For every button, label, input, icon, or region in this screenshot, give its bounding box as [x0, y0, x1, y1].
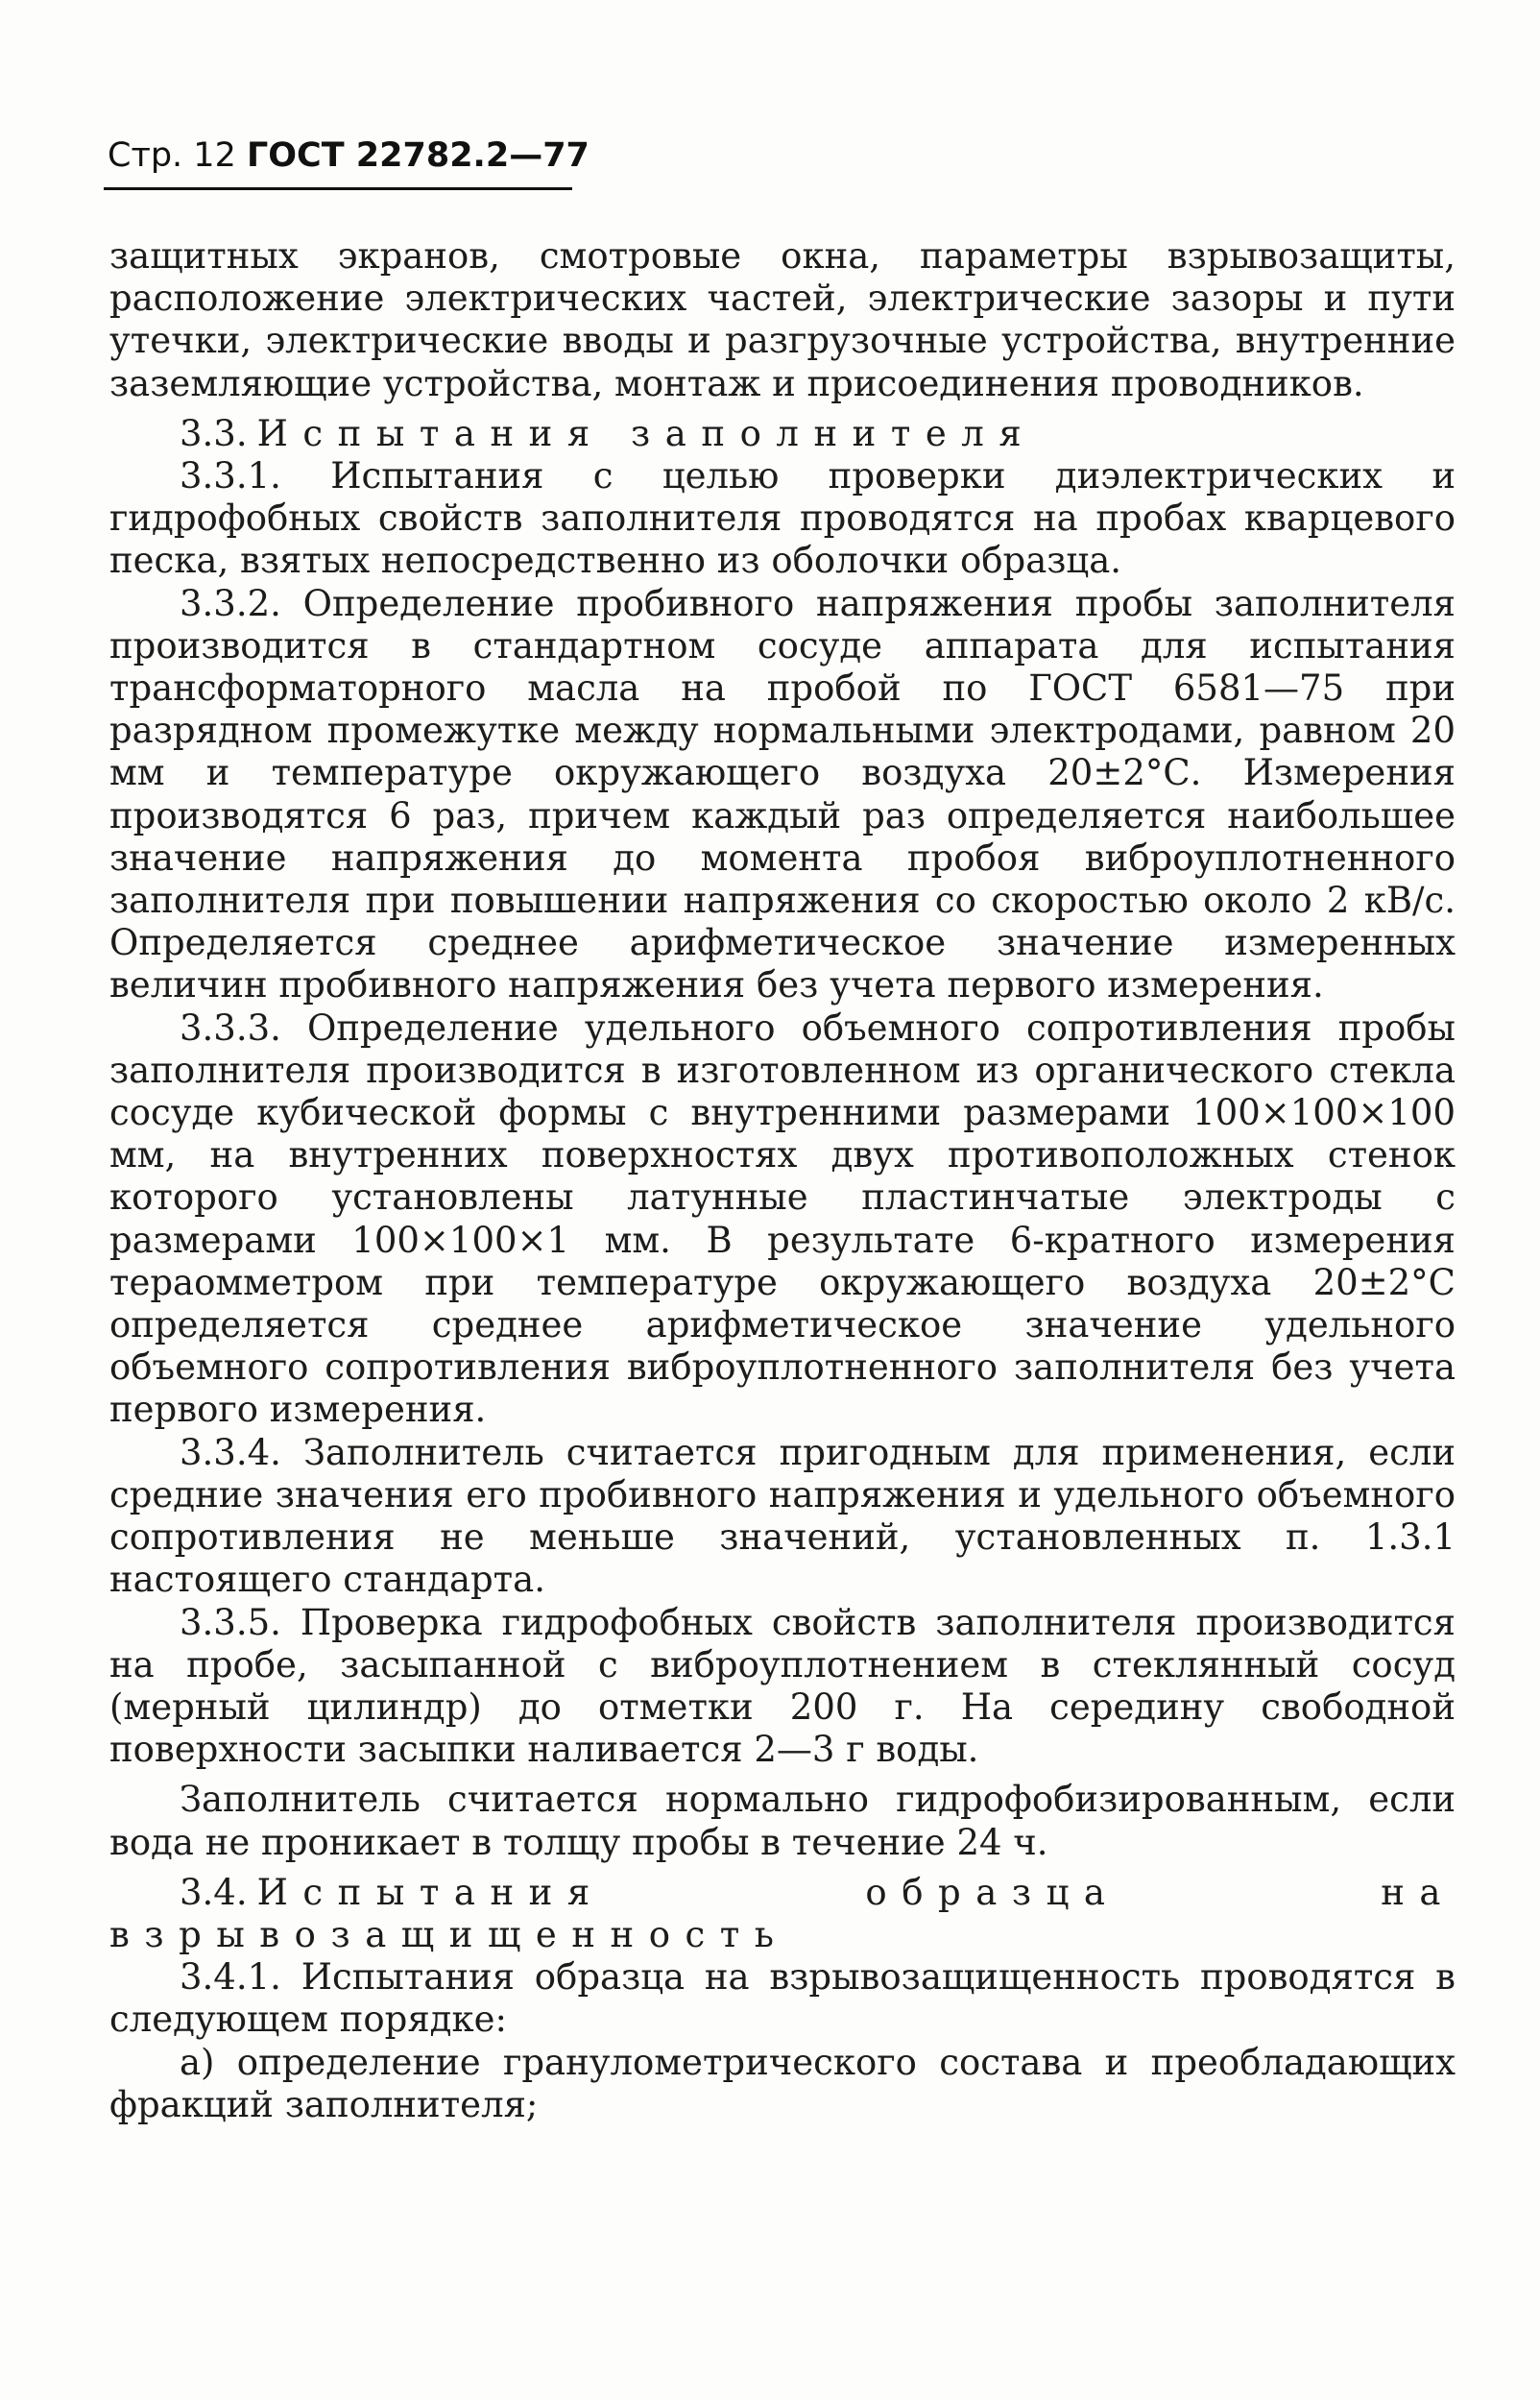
page-number-label: Стр. 12: [108, 136, 236, 175]
section-title: Испытания заполнителя: [256, 412, 1037, 454]
section-heading-3-4: [109, 1872, 1456, 1956]
paragraph-3-3-5-continued: Заполнитель считается нормально гидрофобизированным, если вода не проникает в толщу пробы в течение 24 ч.: [109, 1779, 1456, 1863]
page-header: [108, 134, 590, 177]
paragraph-continuation: защитных экранов, смотровые окна, параметры взрывозащиты, расположение электрических частей, электрические зазоры и пути утечки, электрические вводы и разгрузочные устройства, внутренние заземляющие устройства, монтаж и присоединения проводников.: [109, 235, 1456, 404]
section-title: Испытания образца на взрывозащищенность: [109, 1871, 1456, 1955]
paragraph-3-3-2: 3.3.2. Определение пробивного напряжения пробы заполнителя производится в стандартном сосуде аппарата для испытания трансформаторного масла на пробой по ГОСТ 6581—75 при разрядном промежутке между нормальными электродами, равном 20 мм и температуре окружающего воздуха 20±2°С. Измерения производятся 6 раз, причем каждый раз определяется наибольшее значение напряжения до момента пробоя виброуплотненного заполнителя при повышении напряжения со скоростью около 2 кВ/с. Определяется среднее арифметическое значение измеренных величин пробивного напряжения без учета первого измерения.: [109, 582, 1456, 1006]
paragraph-3-4-1: 3.4.1. Испытания образца на взрывозащищенность проводятся в следующем порядке:: [109, 1956, 1456, 2041]
section-number: 3.4.: [180, 1871, 248, 1913]
section-heading-3-3: [109, 413, 1456, 455]
list-item-a: а) определение гранулометрического состава и преобладающих фракций заполнителя;: [109, 2041, 1456, 2125]
section-number: 3.3.: [180, 412, 248, 454]
paragraph-3-3-4: 3.3.4. Заполнитель считается пригодным для применения, если средние значения его пробивного напряжения и удельного объемного сопротивления не меньше значений, установленных п. 1.3.1 настоящего стандарта.: [109, 1431, 1456, 1601]
standard-designation: ГОСТ 22782.2—77: [246, 136, 590, 175]
paragraph-3-3-1: 3.3.1. Испытания с целью проверки диэлектрических и гидрофобных свойств заполнителя проводятся на пробах кварцевого песка, взятых непосредственно из оболочки образца.: [109, 455, 1456, 582]
paragraph-3-3-5: 3.3.5. Проверка гидрофобных свойств заполнителя производится на пробе, засыпанной с виброуплотнением в стеклянный сосуд (мерный цилиндр) до отметки 200 г. На середину свободной поверхности засыпки наливается 2—3 г воды.: [109, 1601, 1456, 1771]
paragraph-3-3-3: 3.3.3. Определение удельного объемного сопротивления пробы заполнителя производится в изготовленном из органического стекла сосуде кубической формы с внутренними размерами 100×100×100 мм, на внутренних поверхностях двух противоположных стенок которого установлены латунные пластинчатые электроды с размерами 100×100×1 мм. В результате 6-кратного измерения тераомметром при температуре окружающего воздуха 20±2°С определяется среднее арифметическое значение удельного объемного сопротивления виброуплотненного заполнителя без учета первого измерения.: [109, 1006, 1456, 1431]
document-body: [109, 235, 1456, 2126]
header-underline: [104, 187, 572, 190]
